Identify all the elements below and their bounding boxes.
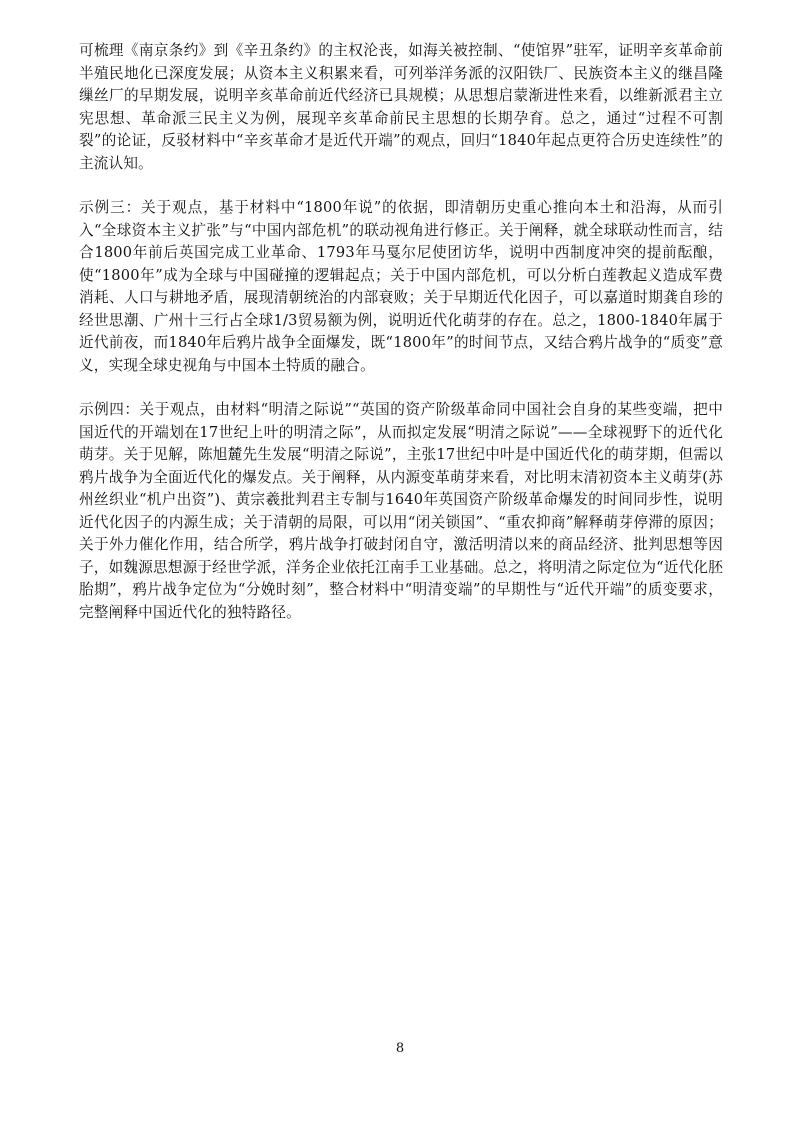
- paragraph-example-three: 示例三：关于观点，基于材料中“1800年说”的依据，即清朝历史重心推向本土和沿海，从而引入“全球资本主义扩张”与“中国内部危机”的联动视角进行修正。关于阐释，就全球联动性而言，结合1800年前后英国完成工业革命、1793年马戛尔尼使团访华，说明中西制度冲突的提前酝酿，使“1800年”成为全球与中国碰撞的逻辑起点；关于中国内部危机，可以分析白莲教起义造成军费消耗、人口与耕地矛盾，展现清朝统治的内部衰败；关于早期近代化因子，可以嘉道时期龚自珍的经世思潮、广州十三行占全球1/3贸易额为例，说明近代化萌芽的存在。总之，1800-1840年属于近代前夜，而1840年后鸦片战争全面爆发，既“1800年”的时间节点，又结合鸦片战争的“质变”意义，实现全球史视角与中国本土特质的融合。: [79, 199, 723, 374]
- paragraph-example-four: 示例四：关于观点，由材料“明清之际说”“英国的资产阶级革命同中国社会自身的某些变端，把中国近代的开端划在17世纪上叶的明清之际”，从而拟定发展“明清之际说”——全球视野下的近代化萌芽。关于见解，陈旭麓先生发展“明清之际说”，主张17世纪中叶是中国近代化的萌芽期，但需以鸦片战争为全面近代化的爆发点。关于阐释，从内源变革萌芽来看，对比明末清初资本主义萌芽(苏州丝织业“机户出资”)、黄宗羲批判君主专制与1640年英国资产阶级革命爆发的时间同步性，说明近代化因子的内源生成；关于清朝的局限，可以用“闭关锁国”、“重农抑商”解释萌芽停滞的原因；关于外力催化作用，结合所学，鸦片战争打破封闭自守，激活明清以来的商品经济、批判思想等因子，如魏源思想源于经世学派，洋务企业依托江南手工业基础。总之，将明清之际定位为“近代化胚胎期”，鸦片战争定位为“分娩时刻”，整合材料中“明清变端”的早期性与“近代开端”的质变要求，完整阐释中国近代化的独特路径。: [79, 401, 723, 621]
- paragraph-continuation: 可梳理《南京条约》到《辛丑条约》的主权沦丧，如海关被控制、“使馆界”驻军，证明辛亥革命前半殖民地化已深度发展；从资本主义积累来看，可列举洋务派的汉阳铁厂、民族资本主义的继昌隆缫丝厂的早期发展，说明辛亥革命前近代经济已具规模；从思想启蒙渐进性来看，以维新派君主立宪思想、革命派三民主义为例，展现辛亥革命前民主思想的长期孕育。总之，通过“过程不可割裂”的论证，反驳材料中“辛亥革命才是近代开端”的观点，回归“1840年起点更符合历史连续性”的主流认知。: [79, 42, 723, 172]
- page-number: 8: [395, 1041, 405, 1056]
- page-body: [79, 40, 723, 646]
